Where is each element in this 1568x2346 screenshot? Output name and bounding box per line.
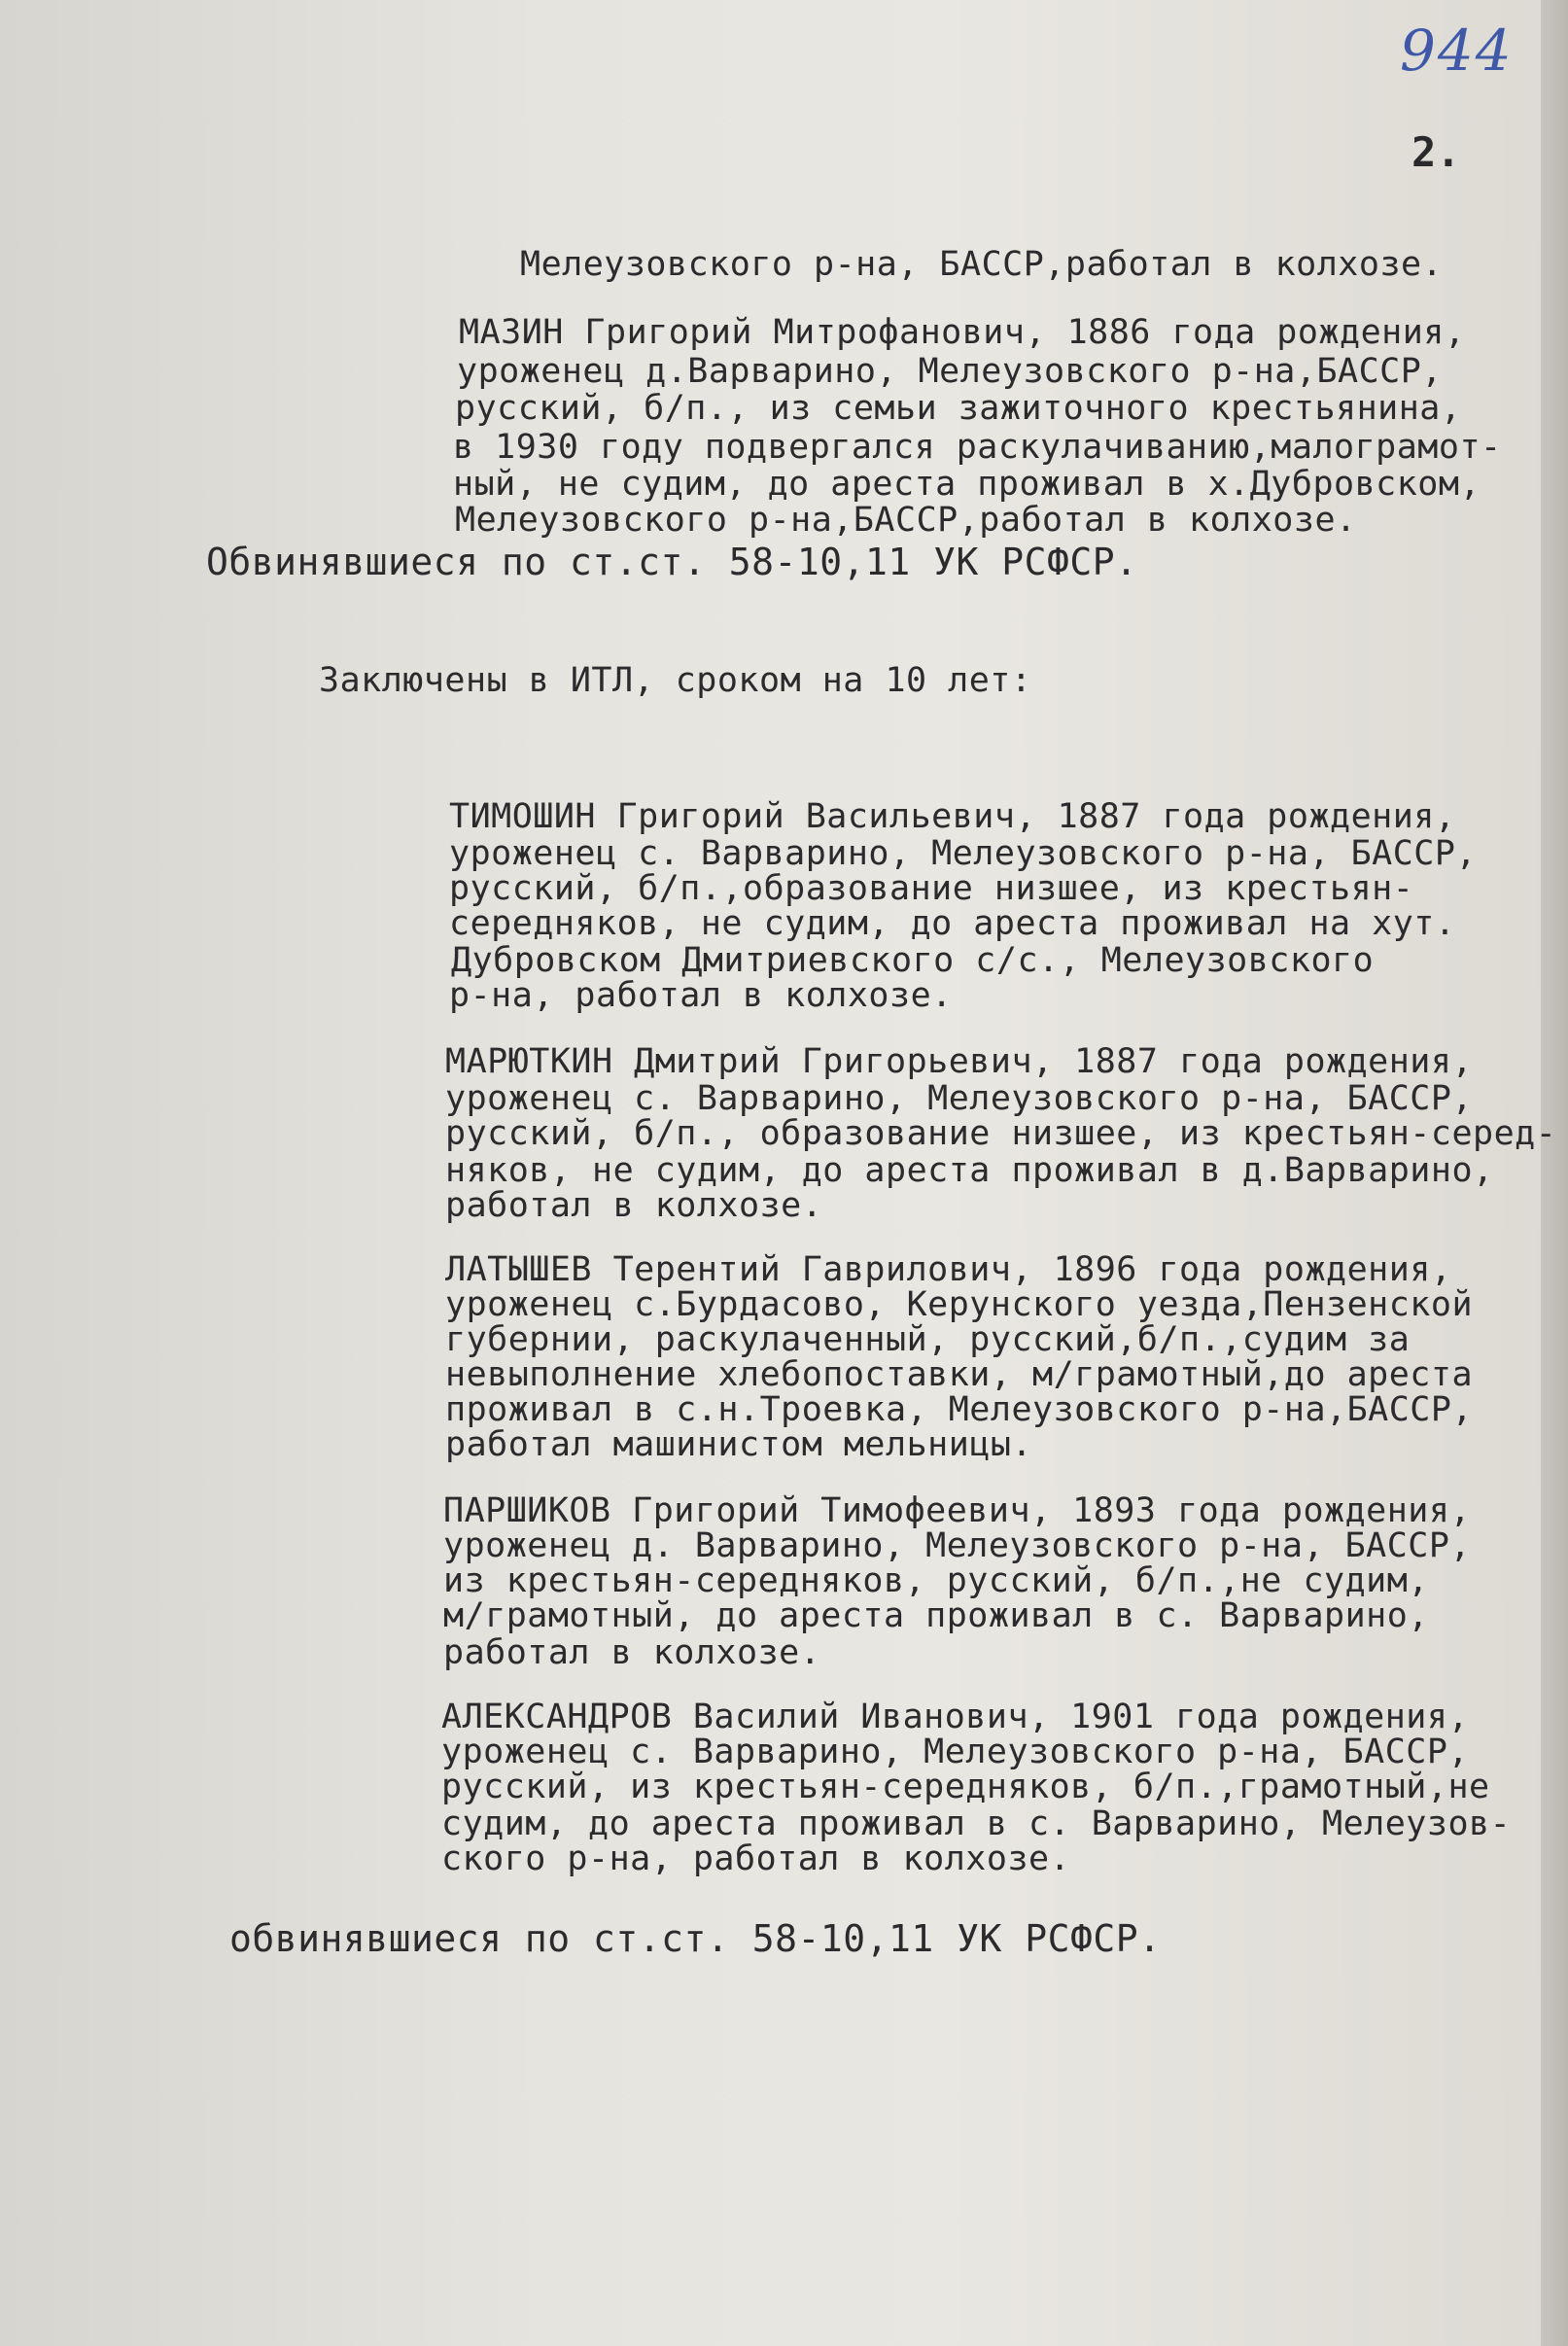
text-line: из крестьян-середняков, русский, б/п.,не судим, [443, 1561, 1429, 1600]
charge-line-2: обвинявшиеся по ст.ст. 58-10,11 УК РСФСР. [229, 1917, 1162, 1960]
text-line: русский, б/п.,образование низшее, из крестьян- [449, 869, 1414, 908]
intro-line: Мелеузовского р-на, БАССР,работал в колхозе. [520, 245, 1444, 284]
text-line: МАРЮТКИН Дмитрий Григорьевич, 1887 года рождения, [445, 1042, 1474, 1081]
text-line: уроженец с. Варварино, Мелеузовского р-на, БАССР, [445, 1079, 1474, 1118]
text-line: м/грамотный, до ареста проживал в с. Варварино, [443, 1596, 1429, 1635]
text-line: уроженец д.Варварино, Мелеузовского р-на,БАССР, [457, 352, 1443, 391]
text-line: русский, б/п., из семьи зажиточного крестьянина, [455, 389, 1462, 428]
text-line: уроженец д. Варварино, Мелеузовского р-на, БАССР, [443, 1526, 1472, 1565]
text-line: проживал в с.н.Троевка, Мелеузовского р-на,БАССР, [445, 1390, 1474, 1429]
text-line: уроженец с. Варварино, Мелеузовского р-на, БАССР, [449, 834, 1478, 873]
sentence-line: Заключены в ИТЛ, сроком на 10 лет: [319, 661, 1032, 700]
text-line: ТИМОШИН Григорий Васильевич, 1887 года рождения, [449, 797, 1456, 836]
text-line: Мелеузовского р-на,БАССР,работал в колхозе. [455, 501, 1357, 540]
charge-line-1: Обвинявшиеся по ст.ст. 58-10,11 УК РСФСР. [206, 541, 1138, 583]
text-line: в 1930 году подвергался раскулачиванию,малограмот- [453, 428, 1502, 467]
text-line: няков, не судим, до ареста проживал в д.Варварино, [445, 1151, 1494, 1190]
text-line: губернии, раскулаченный, русский,б/п.,судим за [445, 1320, 1411, 1359]
text-line: р-на, работал в колхозе. [449, 976, 953, 1015]
text-line: середняков, не судим, до ареста проживал на хут. [449, 904, 1456, 943]
text-line: ПАРШИКОВ Григорий Тимофеевич, 1893 года рождения, [443, 1491, 1472, 1530]
text-line: ского р-на, работал в колхозе. [441, 1839, 1071, 1878]
text-line: ЛАТЫШЕВ Терентий Гаврилович, 1896 года рождения, [445, 1250, 1452, 1289]
text-line: невыполнение хлебопоставки, м/грамотный,до ареста [445, 1355, 1474, 1394]
text-line: уроженец с. Варварино, Мелеузовского р-на, БАССР, [441, 1733, 1470, 1771]
text-line: АЛЕКСАНДРОВ Василий Иванович, 1901 года рождения, [441, 1698, 1470, 1736]
text-line: работал машинистом мельницы. [445, 1425, 1033, 1464]
text-line: уроженец с.Бурдасово, Керунского уезда,Пензенской [445, 1285, 1474, 1324]
text-line: русский, б/п., образование низшее, из крестьян-серед- [445, 1114, 1557, 1153]
text-line: русский, из крестьян-середняков, б/п.,грамотный,не [441, 1768, 1490, 1806]
text-line: работал в колхозе. [445, 1186, 823, 1225]
text-line: ный, не судим, до ареста проживал в х.Дубровском, [453, 465, 1481, 504]
page-number: 2. [1411, 128, 1461, 176]
text-line: Дубровском Дмитриевского с/с., Мелеузовского [451, 941, 1375, 980]
page-edge-shadow [1541, 0, 1568, 2346]
handwritten-page-mark: 944 [1400, 18, 1514, 84]
text-line: работал в колхозе. [443, 1633, 821, 1672]
text-line: МАЗИН Григорий Митрофанович, 1886 года рождения, [459, 313, 1466, 352]
text-line: судим, до ареста проживал в с. Варварино, Мелеузов- [441, 1804, 1512, 1843]
